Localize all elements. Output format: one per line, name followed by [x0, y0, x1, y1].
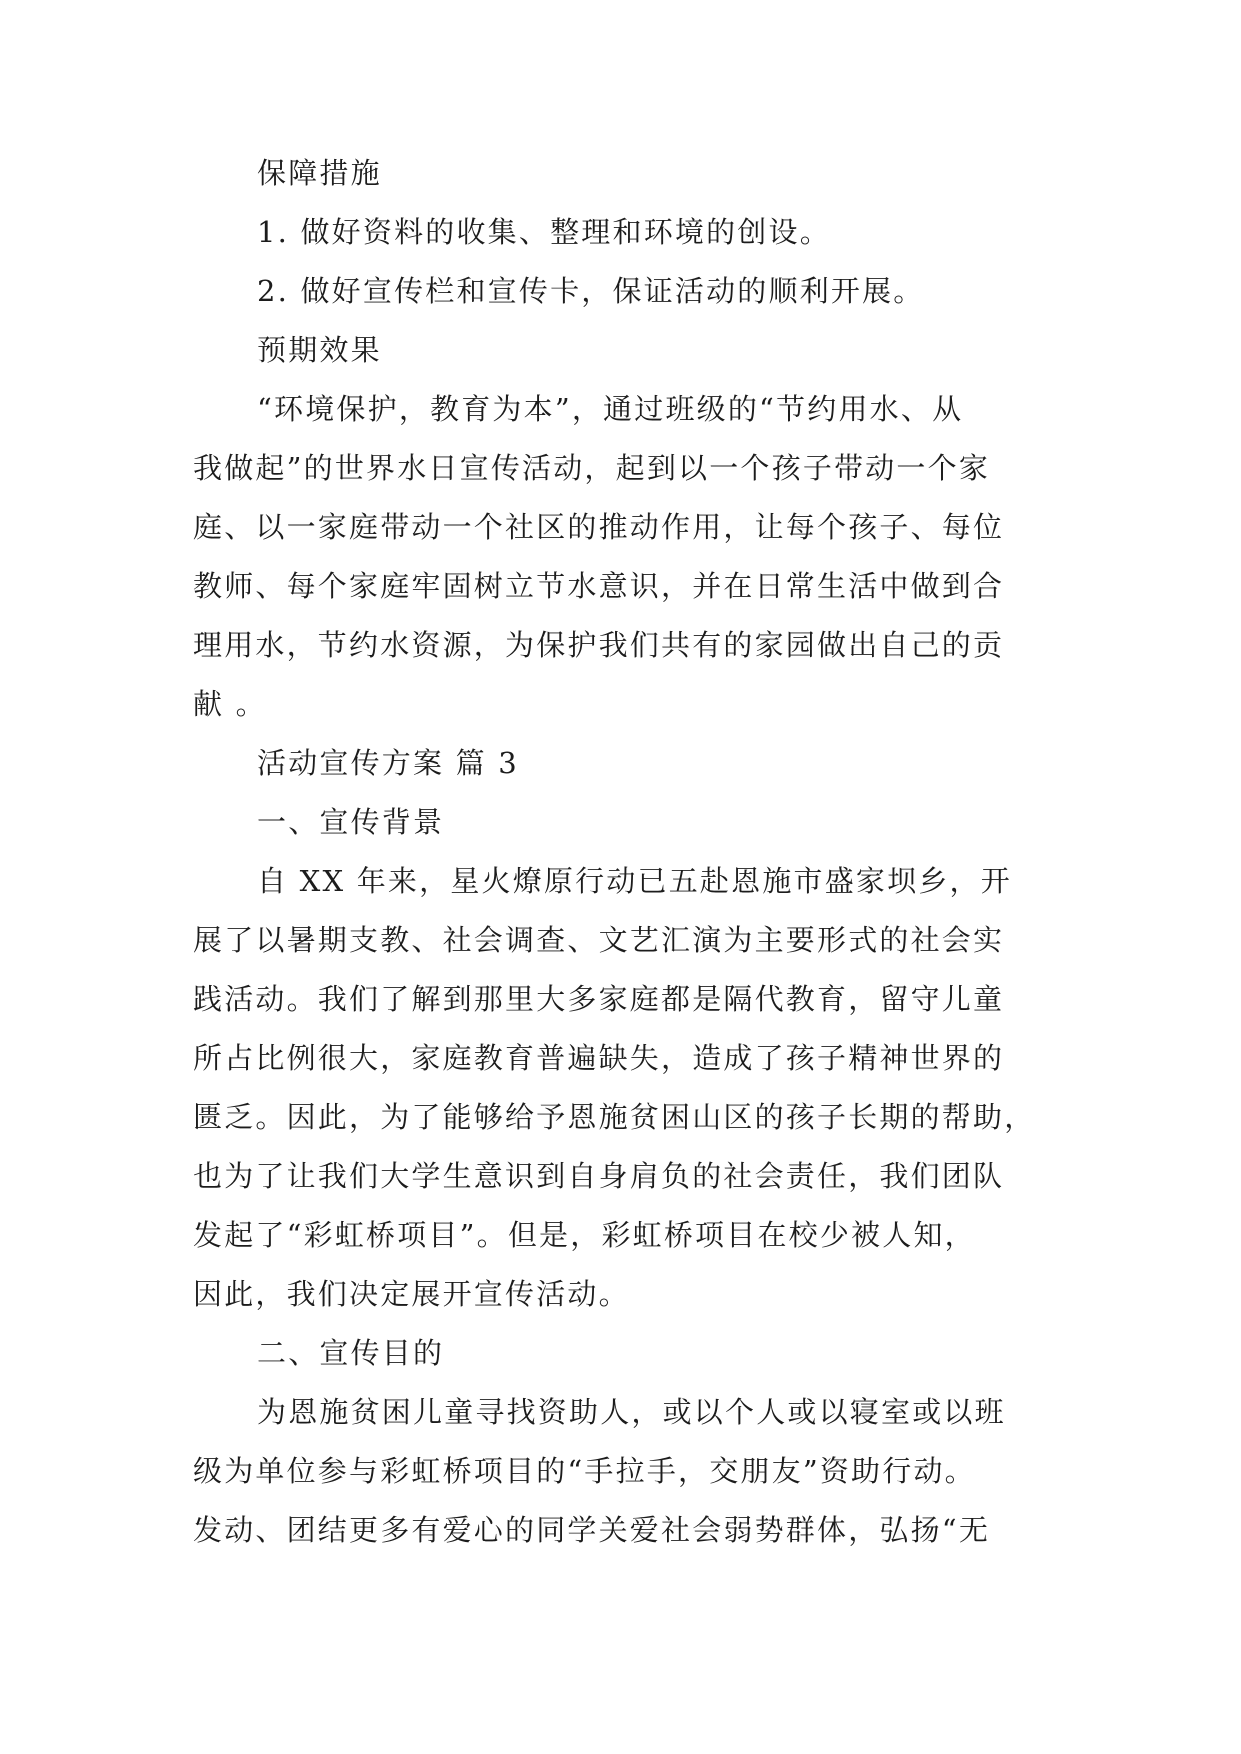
- paragraph-line: 展了以暑期支教、社会调查、文艺汇演为主要形式的社会实: [193, 923, 1005, 957]
- section-heading-expected-effect: 预期效果: [257, 333, 382, 367]
- paragraph-line: 理用水，节约水资源，为保护我们共有的家园做出自己的贡: [193, 628, 1005, 662]
- document-body: [193, 158, 1063, 1574]
- paragraph-line: 也为了让我们大学生意识到自身肩负的社会责任，我们团队: [193, 1159, 1005, 1193]
- paragraph-line: 教师、每个家庭牢固树立节水意识，并在日常生活中做到合: [193, 569, 1005, 603]
- safeguard-item-2: 2. 做好宣传栏和宣传卡，保证活动的顺利开展。: [257, 274, 925, 308]
- article-title: 活动宣传方案 篇 3: [257, 746, 519, 780]
- section-heading-background: 一、宣传背景: [257, 805, 445, 839]
- paragraph-line: 发起了“彩虹桥项目”。但是，彩虹桥项目在校少被人知，: [193, 1218, 976, 1252]
- paragraph-line: 发动、团结更多有爱心的同学关爱社会弱势群体，弘扬“无: [193, 1513, 991, 1547]
- paragraph-line: 匮乏。因此，为了能够给予恩施贫困山区的孩子长期的帮助，: [193, 1100, 1036, 1134]
- paragraph-line: 践活动。我们了解到那里大多家庭都是隔代教育，留守儿童: [193, 982, 1005, 1016]
- paragraph-line: “环境保护，教育为本”，通过班级的“节约用水、从: [257, 392, 964, 426]
- paragraph-line: 自 XX 年来，星火燎原行动已五赴恩施市盛家坝乡，开: [257, 864, 1012, 898]
- paragraph-line: 因此，我们决定展开宣传活动。: [193, 1277, 630, 1311]
- paragraph-line: 我做起”的世界水日宣传活动，起到以一个孩子带动一个家: [193, 451, 991, 485]
- safeguard-item-1: 1. 做好资料的收集、整理和环境的创设。: [257, 215, 831, 249]
- paragraph-line: 献 。: [193, 687, 267, 721]
- paragraph-line: 所占比例很大，家庭教育普遍缺失，造成了孩子精神世界的: [193, 1041, 1005, 1075]
- paragraph-line: 庭、以一家庭带动一个社区的推动作用，让每个孩子、每位: [193, 510, 1005, 544]
- paragraph-line: 为恩施贫困儿童寻找资助人，或以个人或以寝室或以班: [257, 1395, 1006, 1429]
- section-heading-safeguards: 保障措施: [257, 156, 382, 190]
- paragraph-line: 级为单位参与彩虹桥项目的“手拉手，交朋友”资助行动。: [193, 1454, 976, 1488]
- section-heading-purpose: 二、宣传目的: [257, 1336, 445, 1370]
